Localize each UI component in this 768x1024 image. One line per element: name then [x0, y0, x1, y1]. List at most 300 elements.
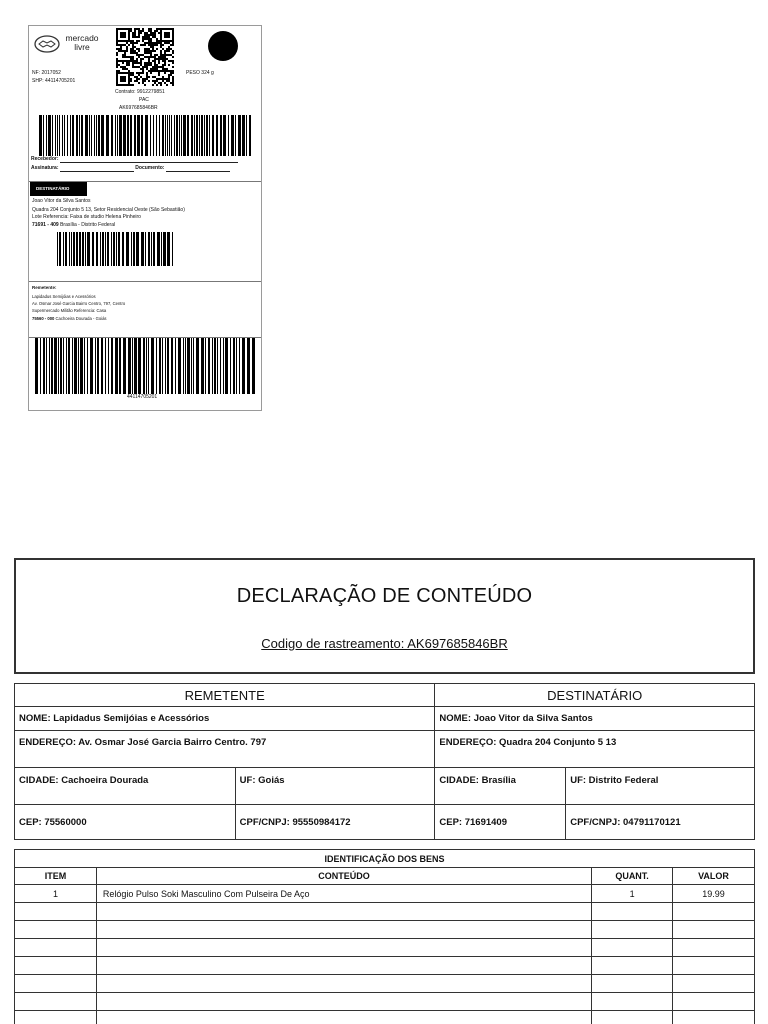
qr-module [144, 34, 146, 36]
brand-line-2: livre [74, 42, 90, 52]
qr-module [146, 32, 148, 34]
qr-module [124, 84, 126, 86]
qr-module [154, 44, 156, 46]
qr-module [138, 82, 140, 84]
barcode-bar [48, 115, 51, 156]
parties-table [14, 683, 755, 840]
qr-module [144, 80, 146, 82]
qr-module [160, 82, 162, 84]
tracking-line [16, 636, 753, 651]
qr-module [138, 48, 140, 50]
qr-module [166, 78, 168, 80]
qr-module [154, 60, 156, 62]
qr-module [120, 44, 122, 46]
qr-module [118, 60, 120, 62]
barcode-bar [63, 338, 64, 394]
qr-module [150, 30, 152, 32]
qr-module [120, 28, 122, 30]
qr-module [120, 36, 122, 38]
qr-module [128, 36, 130, 38]
qr-module [152, 66, 154, 68]
qr-module [124, 32, 126, 34]
barcode-bar [84, 338, 85, 394]
qr-module [152, 42, 154, 44]
qr-module [158, 42, 160, 44]
qr-module [162, 28, 164, 30]
barcode-bar [46, 338, 47, 394]
barcode-bar [111, 232, 112, 266]
qr-module [142, 54, 144, 56]
barcode-bar [87, 232, 90, 266]
barcode-bar [143, 338, 145, 394]
barcode-bar [69, 232, 70, 266]
rem-cep: 75560 - 000 [32, 316, 55, 321]
qr-module [160, 58, 162, 60]
qr-module [118, 40, 120, 42]
qr-module [162, 54, 164, 56]
qr-module [142, 70, 144, 72]
empty-cell [673, 993, 755, 1011]
barcode-bar [136, 232, 139, 266]
qr-module [136, 54, 138, 56]
remetente-title: Remetente: [32, 285, 57, 290]
barcode-bar [63, 232, 64, 266]
qr-module [116, 82, 118, 84]
qr-module [130, 84, 132, 86]
qr-module [148, 48, 150, 50]
barcode-bar [216, 115, 218, 156]
qr-module [132, 56, 134, 58]
qr-module [156, 66, 158, 68]
barcode-bar [60, 338, 62, 394]
qr-module [164, 28, 166, 30]
shipping-label [28, 25, 262, 411]
qr-module [144, 44, 146, 46]
qr-module [172, 84, 174, 86]
qr-module [130, 52, 132, 54]
recebedor-line [31, 156, 238, 163]
barcode-bar [101, 338, 103, 394]
qr-module [172, 70, 174, 72]
qr-module [136, 42, 138, 44]
qr-module [132, 74, 134, 76]
col-quant-header: QUANT. [592, 868, 673, 885]
empty-cell [592, 939, 673, 957]
qr-module [116, 36, 118, 38]
qr-module [146, 48, 148, 50]
qr-module [170, 70, 172, 72]
qr-module [126, 46, 128, 48]
qr-module [152, 36, 154, 38]
rem-cpf-cnpj: CPF/CNPJ: 95550984172 [235, 805, 435, 840]
qr-module [160, 50, 162, 52]
qr-module [172, 40, 174, 42]
goods-caption: IDENTIFICAÇÃO DOS BENS [15, 850, 755, 868]
qr-module [124, 66, 126, 68]
qr-module [158, 62, 160, 64]
qr-module [120, 80, 122, 82]
qr-module [116, 34, 118, 36]
barcode-bar [87, 338, 88, 394]
qr-module [156, 38, 158, 40]
qr-module [168, 28, 170, 30]
barcode-bar [131, 232, 132, 266]
recebedor-blank [60, 158, 238, 163]
service-type: PAC [139, 97, 149, 103]
qr-module [116, 58, 118, 60]
barcode-bar [40, 338, 41, 394]
empty-cell [673, 903, 755, 921]
qr-module [116, 60, 118, 62]
qr-module [172, 60, 174, 62]
empty-cell [592, 957, 673, 975]
qr-module [120, 46, 122, 48]
qr-module [152, 48, 154, 50]
qr-module [164, 54, 166, 56]
dest-cep: 71691 - 409 [32, 222, 59, 228]
qr-module [122, 80, 124, 82]
barcode-bar [230, 338, 231, 394]
qr-module [116, 54, 118, 56]
barcode-bar [223, 115, 226, 156]
barcode-bar [183, 338, 184, 394]
barcode-bar [128, 338, 131, 394]
barcode-bar [167, 232, 170, 266]
barcode-bar [157, 232, 160, 266]
qr-module [130, 60, 132, 62]
qr-module [160, 44, 162, 46]
destinatario-tag: DESTINATÁRIO [30, 182, 87, 196]
qr-module [138, 40, 140, 42]
qr-module [140, 32, 142, 34]
rem-cep: CEP: 75560000 [15, 805, 236, 840]
qr-module [146, 52, 148, 54]
qr-module [164, 36, 166, 38]
qr-module [164, 68, 166, 70]
table-row [15, 903, 755, 921]
tracking-code: AK697685846BR [119, 105, 158, 111]
weight: PESO 324 g [186, 70, 214, 76]
barcode-bar [123, 338, 126, 394]
qr-module [160, 52, 162, 54]
qr-module [156, 80, 158, 82]
barcode-bar [133, 232, 135, 266]
qr-module [116, 78, 118, 80]
rem-endereco: ENDEREÇO: Av. Osmar José Garcia Bairro Centro. 797 [15, 731, 435, 768]
rem-city: Cachoeira Dourada - Goiás [55, 316, 107, 321]
barcode-bar [97, 338, 99, 394]
barcode-bar [228, 115, 229, 156]
documento-label: Documento: [135, 165, 165, 171]
barcode-bar [71, 232, 72, 266]
qr-module [142, 40, 144, 42]
barcode-bar [43, 338, 45, 394]
qr-module [146, 66, 148, 68]
qr-module [122, 34, 124, 36]
barcode-bar [159, 338, 161, 394]
qr-module [164, 58, 166, 60]
qr-module [164, 56, 166, 58]
qr-module [116, 32, 118, 34]
qr-module [166, 36, 168, 38]
qr-module [160, 56, 162, 58]
qr-module [154, 76, 156, 78]
qr-module [150, 68, 152, 70]
qr-module [124, 56, 126, 58]
qr-module [154, 56, 156, 58]
qr-module [128, 56, 130, 58]
qr-module [158, 66, 160, 68]
qr-module [124, 44, 126, 46]
barcode-bar [169, 115, 170, 156]
empty-cell [673, 975, 755, 993]
qr-module [172, 50, 174, 52]
qr-module [160, 28, 162, 30]
qr-module [144, 66, 146, 68]
qr-module [122, 54, 124, 56]
qr-module [170, 60, 172, 62]
qr-module [118, 70, 120, 72]
qr-module [126, 68, 128, 70]
qr-module [116, 84, 118, 86]
qr-module [154, 66, 156, 68]
qr-module [128, 38, 130, 40]
signature-line [31, 165, 230, 172]
qr-module [150, 32, 152, 34]
barcode-bar [138, 338, 141, 394]
qr-module [120, 78, 122, 80]
qr-module [134, 50, 136, 52]
qr-module [122, 56, 124, 58]
qr-module [154, 64, 156, 66]
qr-module [164, 50, 166, 52]
qr-module [142, 44, 144, 46]
qr-module [136, 76, 138, 78]
declaration-header [14, 558, 755, 674]
qr-module [172, 76, 174, 78]
qr-module [156, 70, 158, 72]
tracking-label: Codigo de rastreamento: AK697685846BR [261, 636, 508, 651]
qr-module [122, 78, 124, 80]
barcode-bar [126, 232, 129, 266]
qr-module [124, 54, 126, 56]
tracking-barcode [39, 115, 251, 156]
qr-module [158, 32, 160, 34]
qr-module [160, 78, 162, 80]
qr-module [168, 42, 170, 44]
barcode-bar [196, 338, 199, 394]
barcode-bar [105, 232, 106, 266]
cep-barcode [57, 232, 175, 266]
qr-module [124, 68, 126, 70]
qr-module [116, 28, 118, 30]
qr-module [148, 38, 150, 40]
qr-module [152, 84, 154, 86]
barcode-bar [196, 115, 198, 156]
qr-module [158, 70, 160, 72]
empty-cell [15, 957, 97, 975]
qr-module [134, 46, 136, 48]
qr-module [156, 44, 158, 46]
qr-module [170, 40, 172, 42]
qr-module [148, 40, 150, 42]
qr-module [116, 72, 118, 74]
barcode-bar [82, 232, 84, 266]
dest-cep: CEP: 71691409 [435, 805, 566, 840]
qr-module [128, 30, 130, 32]
dest-line: Lote Referencia: Faixa de studio Helena Pinheiro [32, 214, 141, 220]
qr-module [138, 54, 140, 56]
quant-cell: 1 [592, 885, 673, 903]
qr-module [168, 74, 170, 76]
qr-module [132, 84, 134, 86]
barcode-bar [119, 338, 121, 394]
qr-module [118, 50, 120, 52]
barcode-bar [148, 338, 149, 394]
barcode-bar [156, 115, 157, 156]
qr-module [154, 34, 156, 36]
qr-module [128, 70, 130, 72]
qr-module [152, 44, 154, 46]
table-row [15, 885, 755, 903]
table-row [15, 957, 755, 975]
qr-module [130, 74, 132, 76]
qr-module [172, 66, 174, 68]
qr-module [158, 74, 160, 76]
qr-module [168, 36, 170, 38]
barcode-bar [85, 232, 86, 266]
qr-module [172, 30, 174, 32]
qr-module [140, 68, 142, 70]
barcode-bar [95, 338, 96, 394]
qr-module [146, 38, 148, 40]
dest-uf: UF: Distrito Federal [566, 768, 755, 805]
dest-cep-line [32, 222, 115, 229]
qr-module [172, 78, 174, 80]
qr-module [124, 40, 126, 42]
qr-module [128, 80, 130, 82]
qr-module [164, 40, 166, 42]
qr-module [144, 62, 146, 64]
qr-module [128, 76, 130, 78]
qr-module [170, 54, 172, 56]
qr-module [160, 70, 162, 72]
qr-module [164, 42, 166, 44]
qr-module [126, 62, 128, 64]
qr-module [128, 78, 130, 80]
qr-module [146, 76, 148, 78]
shipment-barcode [35, 338, 257, 394]
barcode-bar [167, 115, 168, 156]
qr-module [142, 58, 144, 60]
qr-module [124, 78, 126, 80]
barcode-bar [223, 338, 224, 394]
dest-cidade: CIDADE: Brasília [435, 768, 566, 805]
qr-module [150, 62, 152, 64]
empty-cell [15, 993, 97, 1011]
qr-module [122, 50, 124, 52]
qr-module [148, 30, 150, 32]
qr-module [144, 84, 146, 86]
barcode-bar [67, 115, 68, 156]
qr-module [168, 34, 170, 36]
empty-cell [96, 957, 591, 975]
qr-module [134, 34, 136, 36]
barcode-bar [92, 232, 94, 266]
barcode-bar [115, 338, 118, 394]
barcode-bar [54, 338, 57, 394]
qr-module [142, 68, 144, 70]
qr-module [116, 44, 118, 46]
qr-module [168, 64, 170, 66]
qr-module [134, 42, 136, 44]
qr-module [172, 72, 174, 74]
qr-module [152, 70, 154, 72]
qr-module [152, 50, 154, 52]
barcode-bar [119, 115, 122, 156]
qr-module [172, 32, 174, 34]
barcode-bar [43, 115, 44, 156]
barcode-bar [89, 115, 90, 156]
qr-module [146, 34, 148, 36]
qr-module [166, 58, 168, 60]
qr-module [158, 28, 160, 30]
barcode-bar [141, 115, 143, 156]
barcode-bar [183, 115, 186, 156]
qr-module [142, 80, 144, 82]
qr-module [140, 30, 142, 32]
qr-module [134, 80, 136, 82]
qr-module [124, 50, 126, 52]
barcode-bar [35, 338, 38, 394]
divider [29, 281, 261, 282]
barcode-bar [231, 115, 234, 156]
barcode-bar [101, 115, 104, 156]
qr-module [128, 44, 130, 46]
barcode-bar [70, 115, 71, 156]
barcode-bar [187, 115, 189, 156]
barcode-bar [145, 115, 148, 156]
qr-module [154, 68, 156, 70]
qr-module [122, 40, 124, 42]
qr-module [122, 68, 124, 70]
qr-module [168, 70, 170, 72]
barcode-bar [156, 338, 157, 394]
qr-module [122, 84, 124, 86]
qr-module [120, 40, 122, 42]
barcode-bar [159, 115, 160, 156]
qr-module [130, 48, 132, 50]
qr-module [166, 68, 168, 70]
barcode-bar [165, 338, 166, 394]
qr-module [172, 52, 174, 54]
qr-module [122, 60, 124, 62]
barcode-bar [238, 115, 241, 156]
qr-module [142, 28, 144, 30]
qr-module [116, 48, 118, 50]
destinatario-header: DESTINATÁRIO [435, 684, 755, 707]
qr-module [162, 78, 164, 80]
qr-module [162, 60, 164, 62]
barcode-bar [107, 232, 109, 266]
qr-module [148, 80, 150, 82]
barcode-bar [212, 338, 213, 394]
qr-module [130, 30, 132, 32]
qr-module [118, 28, 120, 30]
qr-module [116, 70, 118, 72]
qr-module [168, 46, 170, 48]
qr-module [152, 46, 154, 48]
